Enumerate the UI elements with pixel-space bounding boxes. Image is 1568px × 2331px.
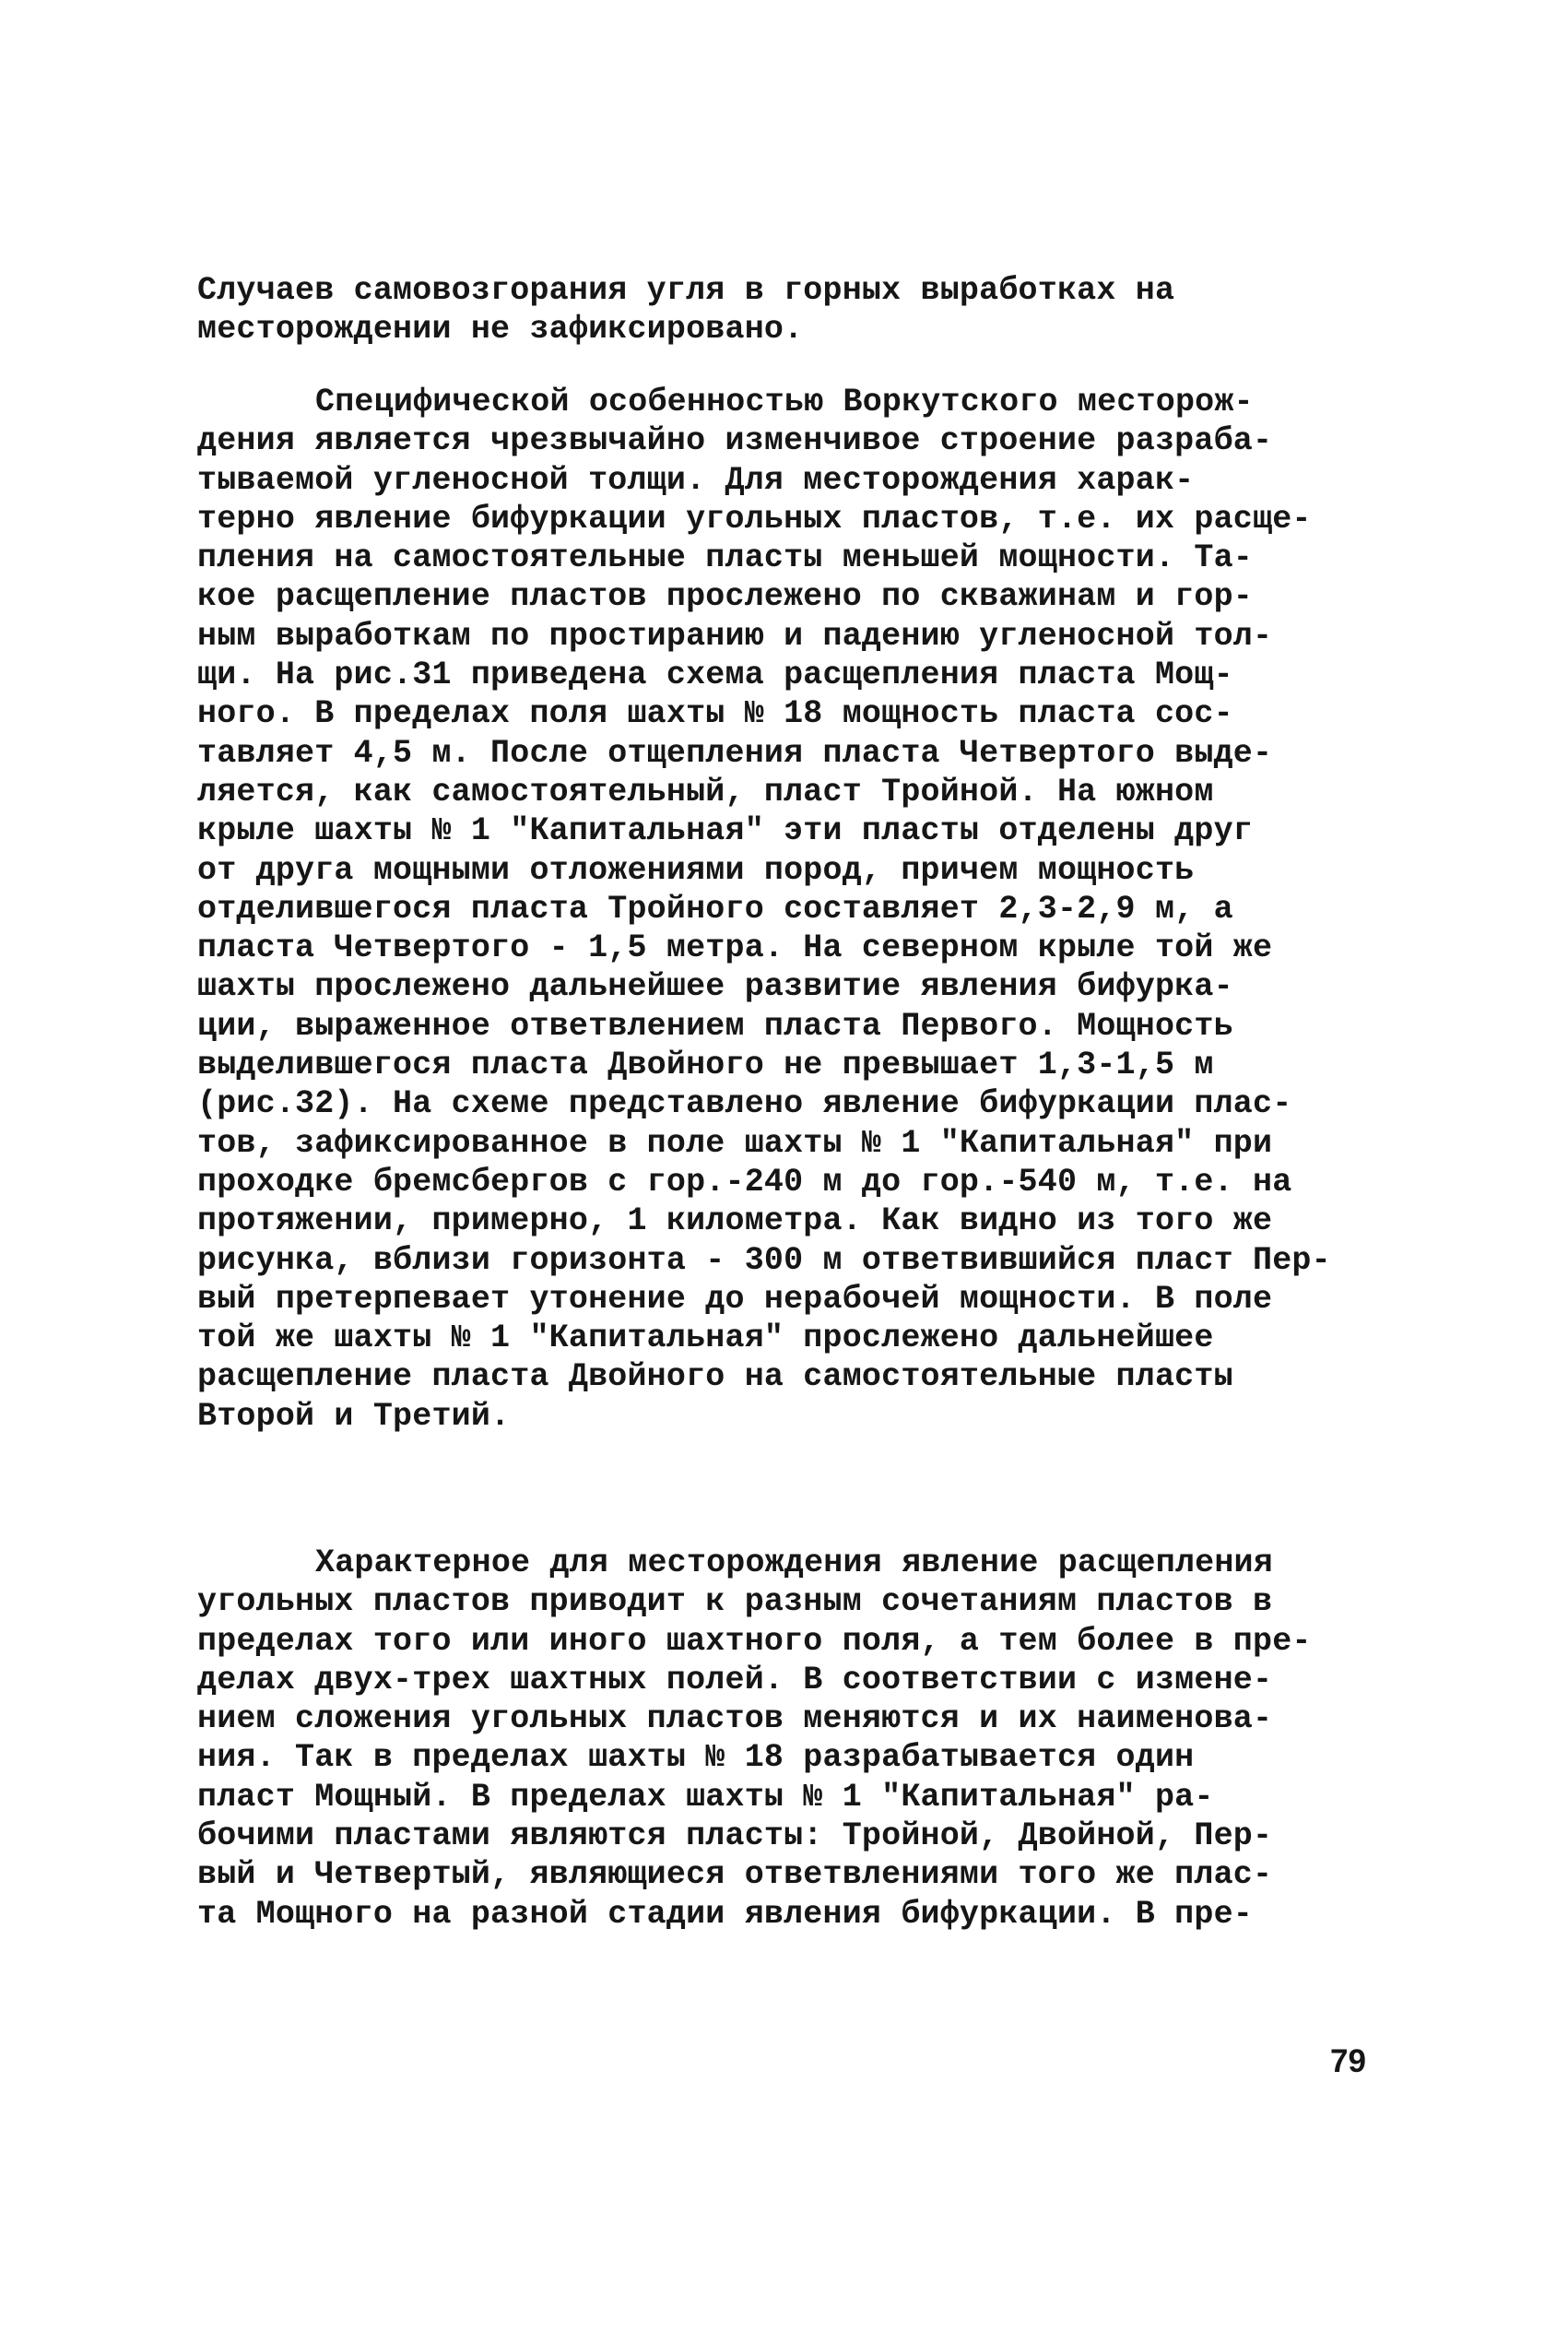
text-line: протяжении, примерно, 1 километра. Как видно из того же xyxy=(197,1202,1273,1240)
text-line: пласт Мощный. В пределах шахты № 1 "Капитальная" ра- xyxy=(197,1778,1214,1816)
text-line: тываемой угленосной толщи. Для месторождения харак- xyxy=(197,461,1195,499)
text-line: расщепление пласта Двойного на самостоятельные пласты xyxy=(197,1358,1233,1396)
text-line: месторождении не зафиксировано. xyxy=(197,311,804,349)
text-line: Характерное для месторождения явление расщепления xyxy=(315,1544,1273,1581)
text-line: Второй и Третий. xyxy=(197,1397,511,1435)
text-line: той же шахты № 1 "Капитальная" прослежено дальнейшее xyxy=(197,1319,1214,1357)
text-line: ния. Так в пределах шахты № 18 разрабатывается один xyxy=(197,1739,1195,1777)
text-line: Специфической особенностью Воркутского месторож- xyxy=(315,384,1254,420)
text-line: ного. В пределах поля шахты № 18 мощность пласта сос- xyxy=(197,695,1233,733)
paragraph-1 xyxy=(197,271,1432,349)
text-line: нием сложения угольных пластов меняются и их наименова- xyxy=(197,1700,1273,1738)
text-line: пласта Четвертого - 1,5 метра. На северном крыле той же xyxy=(197,929,1273,967)
text-line: терно явление бифуркации угольных пластов, т.е. их расще- xyxy=(197,500,1312,538)
text-line: щи. На рис.31 приведена схема расщепления пласта Мощ- xyxy=(197,657,1233,694)
text-line: угольных пластов приводит к разным сочетаниям пластов в xyxy=(197,1583,1273,1621)
text-line: (рис.32). На схеме представлено явление бифуркации плас- xyxy=(197,1085,1292,1123)
paragraph-2 xyxy=(197,383,1432,1436)
text-line: тавляет 4,5 м. После отщепления пласта Четвертого выде- xyxy=(197,734,1273,772)
text-line: та Мощного на разной стадии явления бифуркации. В пре- xyxy=(197,1895,1253,1933)
text-line: дения является чрезвычайно изменчивое строение разраба- xyxy=(197,422,1273,460)
text-line: делах двух-трех шахтных полей. В соответствии с измене- xyxy=(197,1661,1273,1698)
text-line: Случаев самовозгорания угля в горных выработках на xyxy=(197,272,1175,309)
text-line: ляется, как самостоятельный, пласт Тройной. На южном xyxy=(197,773,1214,811)
text-line: пления на самостоятельные пласты меньшей мощности. Та- xyxy=(197,539,1253,577)
text-line: бочими пластами являются пласты: Тройной, Двойной, Пер- xyxy=(197,1817,1273,1855)
page-number: 79 xyxy=(1330,2043,1366,2079)
text-line: вый и Четвертый, являющиеся ответвлениями того же плас- xyxy=(197,1856,1273,1894)
text-line: шахты прослежено дальнейшее развитие явления бифурка- xyxy=(197,968,1233,1006)
text-line: ным выработкам по простиранию и падению угленосной тол- xyxy=(197,617,1273,655)
text-line: крыле шахты № 1 "Капитальная" эти пласты отделены друг xyxy=(197,812,1253,850)
paragraph-3 xyxy=(197,1544,1432,1934)
text-line: ции, выраженное ответвлением пласта Первого. Мощность xyxy=(197,1007,1233,1045)
text-line: пределах того или иного шахтного поля, а тем более в пре- xyxy=(197,1622,1312,1660)
text-line: рисунка, вблизи горизонта - 300 м ответвившийся пласт Пер- xyxy=(197,1241,1331,1279)
text-line: проходке бремсбергов с гор.-240 м до гор.-540 м, т.е. на xyxy=(197,1163,1292,1201)
text-line: выделившегося пласта Двойного не превышает 1,3-1,5 м xyxy=(197,1047,1214,1084)
text-line: от друга мощными отложениями пород, причем мощность xyxy=(197,851,1195,889)
text-line: отделившегося пласта Тройного составляет 2,3-2,9 м, а xyxy=(197,890,1233,928)
text-line: вый претерпевает утонение до нерабочей мощности. В поле xyxy=(197,1280,1273,1318)
text-line: кое расщепление пластов прослежено по скважинам и гор- xyxy=(197,578,1253,616)
text-line: тов, зафиксированное в поле шахты № 1 "Капитальная" при xyxy=(197,1124,1273,1162)
